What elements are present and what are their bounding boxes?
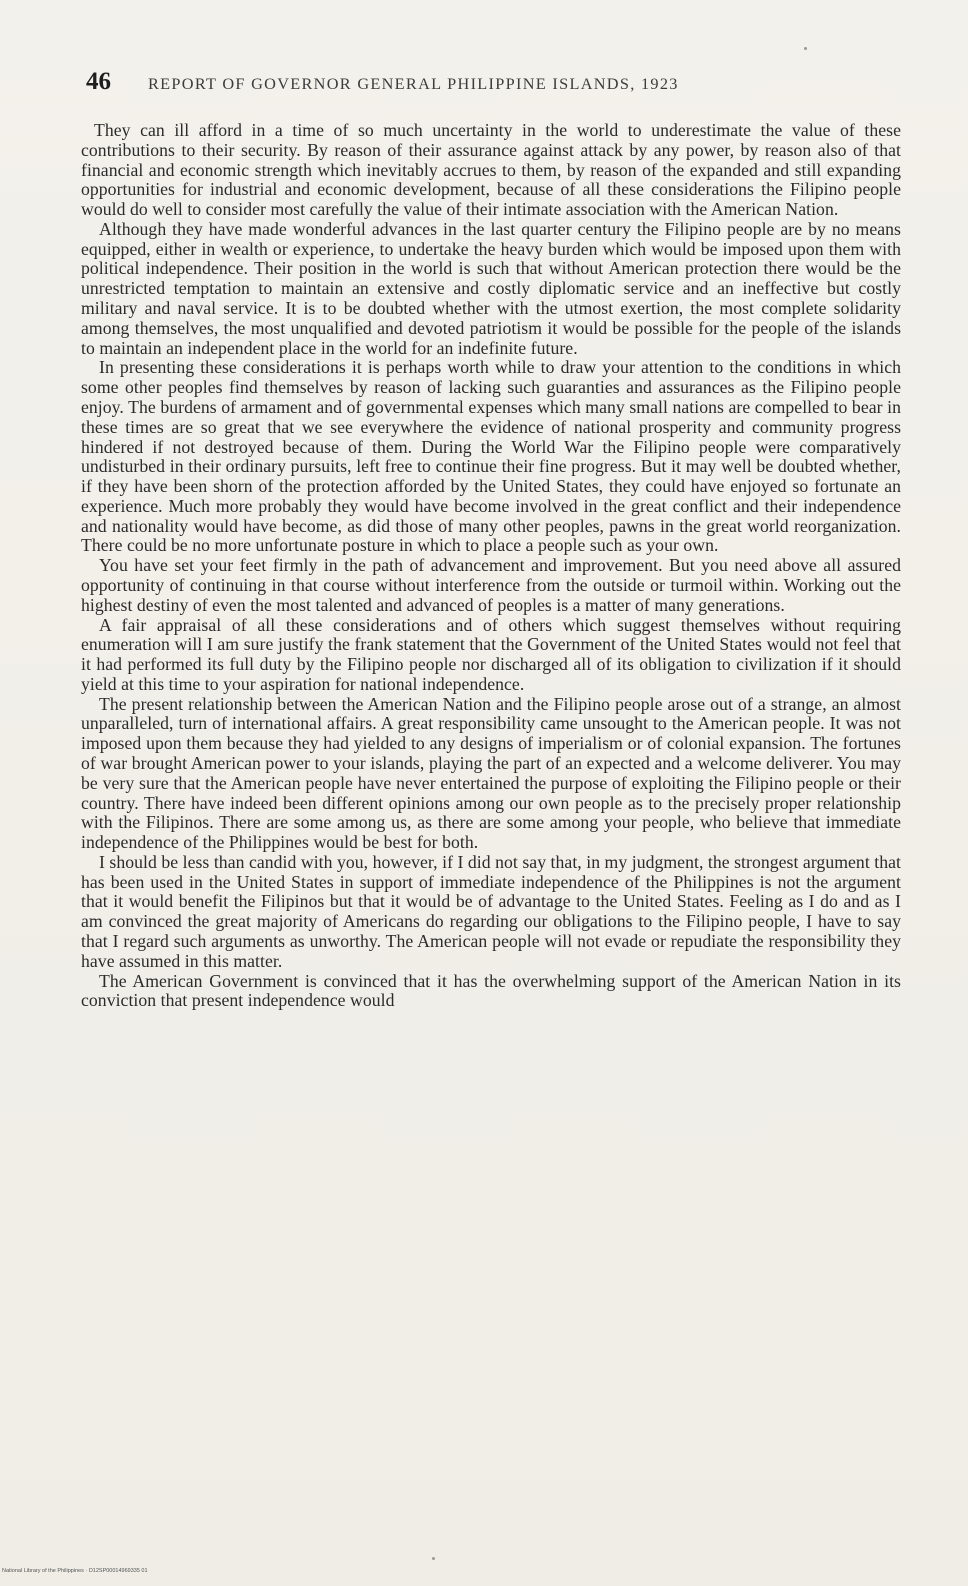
paragraph-2: Although they have made wonderful advances in the last quarter century the Filipino people are by no means equipped, either in wealth or experience, to undertake the heavy burden which would be imposed upon them with political independence. Their position in the world is such that without American protection there would be the unrestricted temptation to maintain an extensive and costly diplomatic service and an ineffective but costly military and naval service. It is to be doubted whether with the utmost exertion, the most complete solidarity among themselves, the most unqualified and devoted patriotism it would be possible for the people of the islands to maintain an independent place in the world for an indefinite future.: [81, 218, 901, 358]
scan-credit: National Library of the Philippines · D12SP00014969335 01: [2, 1568, 148, 1574]
paragraph-1: They can ill afford in a time of so much uncertainty in the world to underestimate the value of these contributions to their security. By reason of their assurance against attack by any power, by reason also of that financial and economic strength which inevitably accrues to them, by reason of the expanded and still expanding opportunities for industrial and economic development, because of all these considerations the Filipino people would do well to consider most carefully the value of their intimate association with the American Nation.: [81, 121, 901, 220]
paragraph-5: A fair appraisal of all these considerations and of others which suggest themselves without requiring enumeration will I am sure justify the frank statement that the Government of the United States would not feel that it had performed its full duty by the Filipino people nor discharged all of its obligation to civilization if it should yield at this time to your aspiration for national independence.: [81, 614, 901, 694]
paragraph-3: In presenting these considerations it is perhaps worth while to draw your attention to the conditions in which some other peoples find themselves by reason of lacking such guaranties and assurances as the Filipino people enjoy. The burdens of armament and of governmental expenses which many small nations are compelled to bear in these times are so great that we see everywhere the evidence of national prosperity and community progress hindered if not destroyed because of them. During the World War the Filipino people were comparatively undisturbed in their ordinary pursuits, left free to continue their fine progress. But it may well be doubted whether, if they have been shorn of the protection afforded by the United States, they could have enjoyed so fortunate an experience. Much more probably they would have become involved in the great conflict and their independence and nationality would have become, as did those of many other peoples, pawns in the great world reorganization. There could be no more unfortunate posture in which to place a people such as your own.: [81, 357, 901, 556]
scan-speck: [432, 1557, 435, 1560]
paragraph-7: I should be less than candid with you, however, if I did not say that, in my judgment, the strongest argument that has been used in the United States in support of immediate independence of the Philippines is not the argument that it would benefit the Filipinos but that it would be of advantage to the United States. Feeling as I do and as I am convinced the great majority of Americans do regarding our obligations to the Filipino people, I have to say that I regard such arguments as unworthy. The American people will not evade or repudiate the responsibility they have assumed in this matter.: [81, 851, 901, 971]
scan-speck: [804, 47, 807, 50]
paragraph-6: The present relationship between the American Nation and the Filipino people arose out of a strange, an almost unparalleled, turn of international affairs. A great responsibility came unsought to the American people. It was not imposed upon them because they had yielded to any designs of imperialism or of colonial expansion. The fortunes of war brought American power to your islands, playing the part of an expected and a welcome deliverer. You may be very sure that the American people have never entertained the purpose of exploiting the Filipino people or their country. There have indeed been different opinions among our own people as to the precisely proper relationship with the Filipinos. There are some among us, as there are some among your people, who believe that immediate independence of the Philippines would be best for both.: [81, 693, 901, 853]
paragraph-8: The American Government is convinced that it has the overwhelming support of the American Nation in its conviction that present independence would: [81, 970, 901, 1011]
running-head: REPORT OF GOVERNOR GENERAL PHILIPPINE ISLANDS, 1923: [148, 74, 679, 93]
page-number: 46: [86, 68, 111, 95]
page-header: [86, 68, 876, 104]
paragraph-4: You have set your feet firmly in the path of advancement and improvement. But you need above all assured opportunity of continuing in that course without interference from the outside or turmoil within. Working out the highest destiny of even the most talented and advanced of peoples is a matter of many generations.: [81, 555, 901, 615]
body-text: [81, 121, 901, 1516]
